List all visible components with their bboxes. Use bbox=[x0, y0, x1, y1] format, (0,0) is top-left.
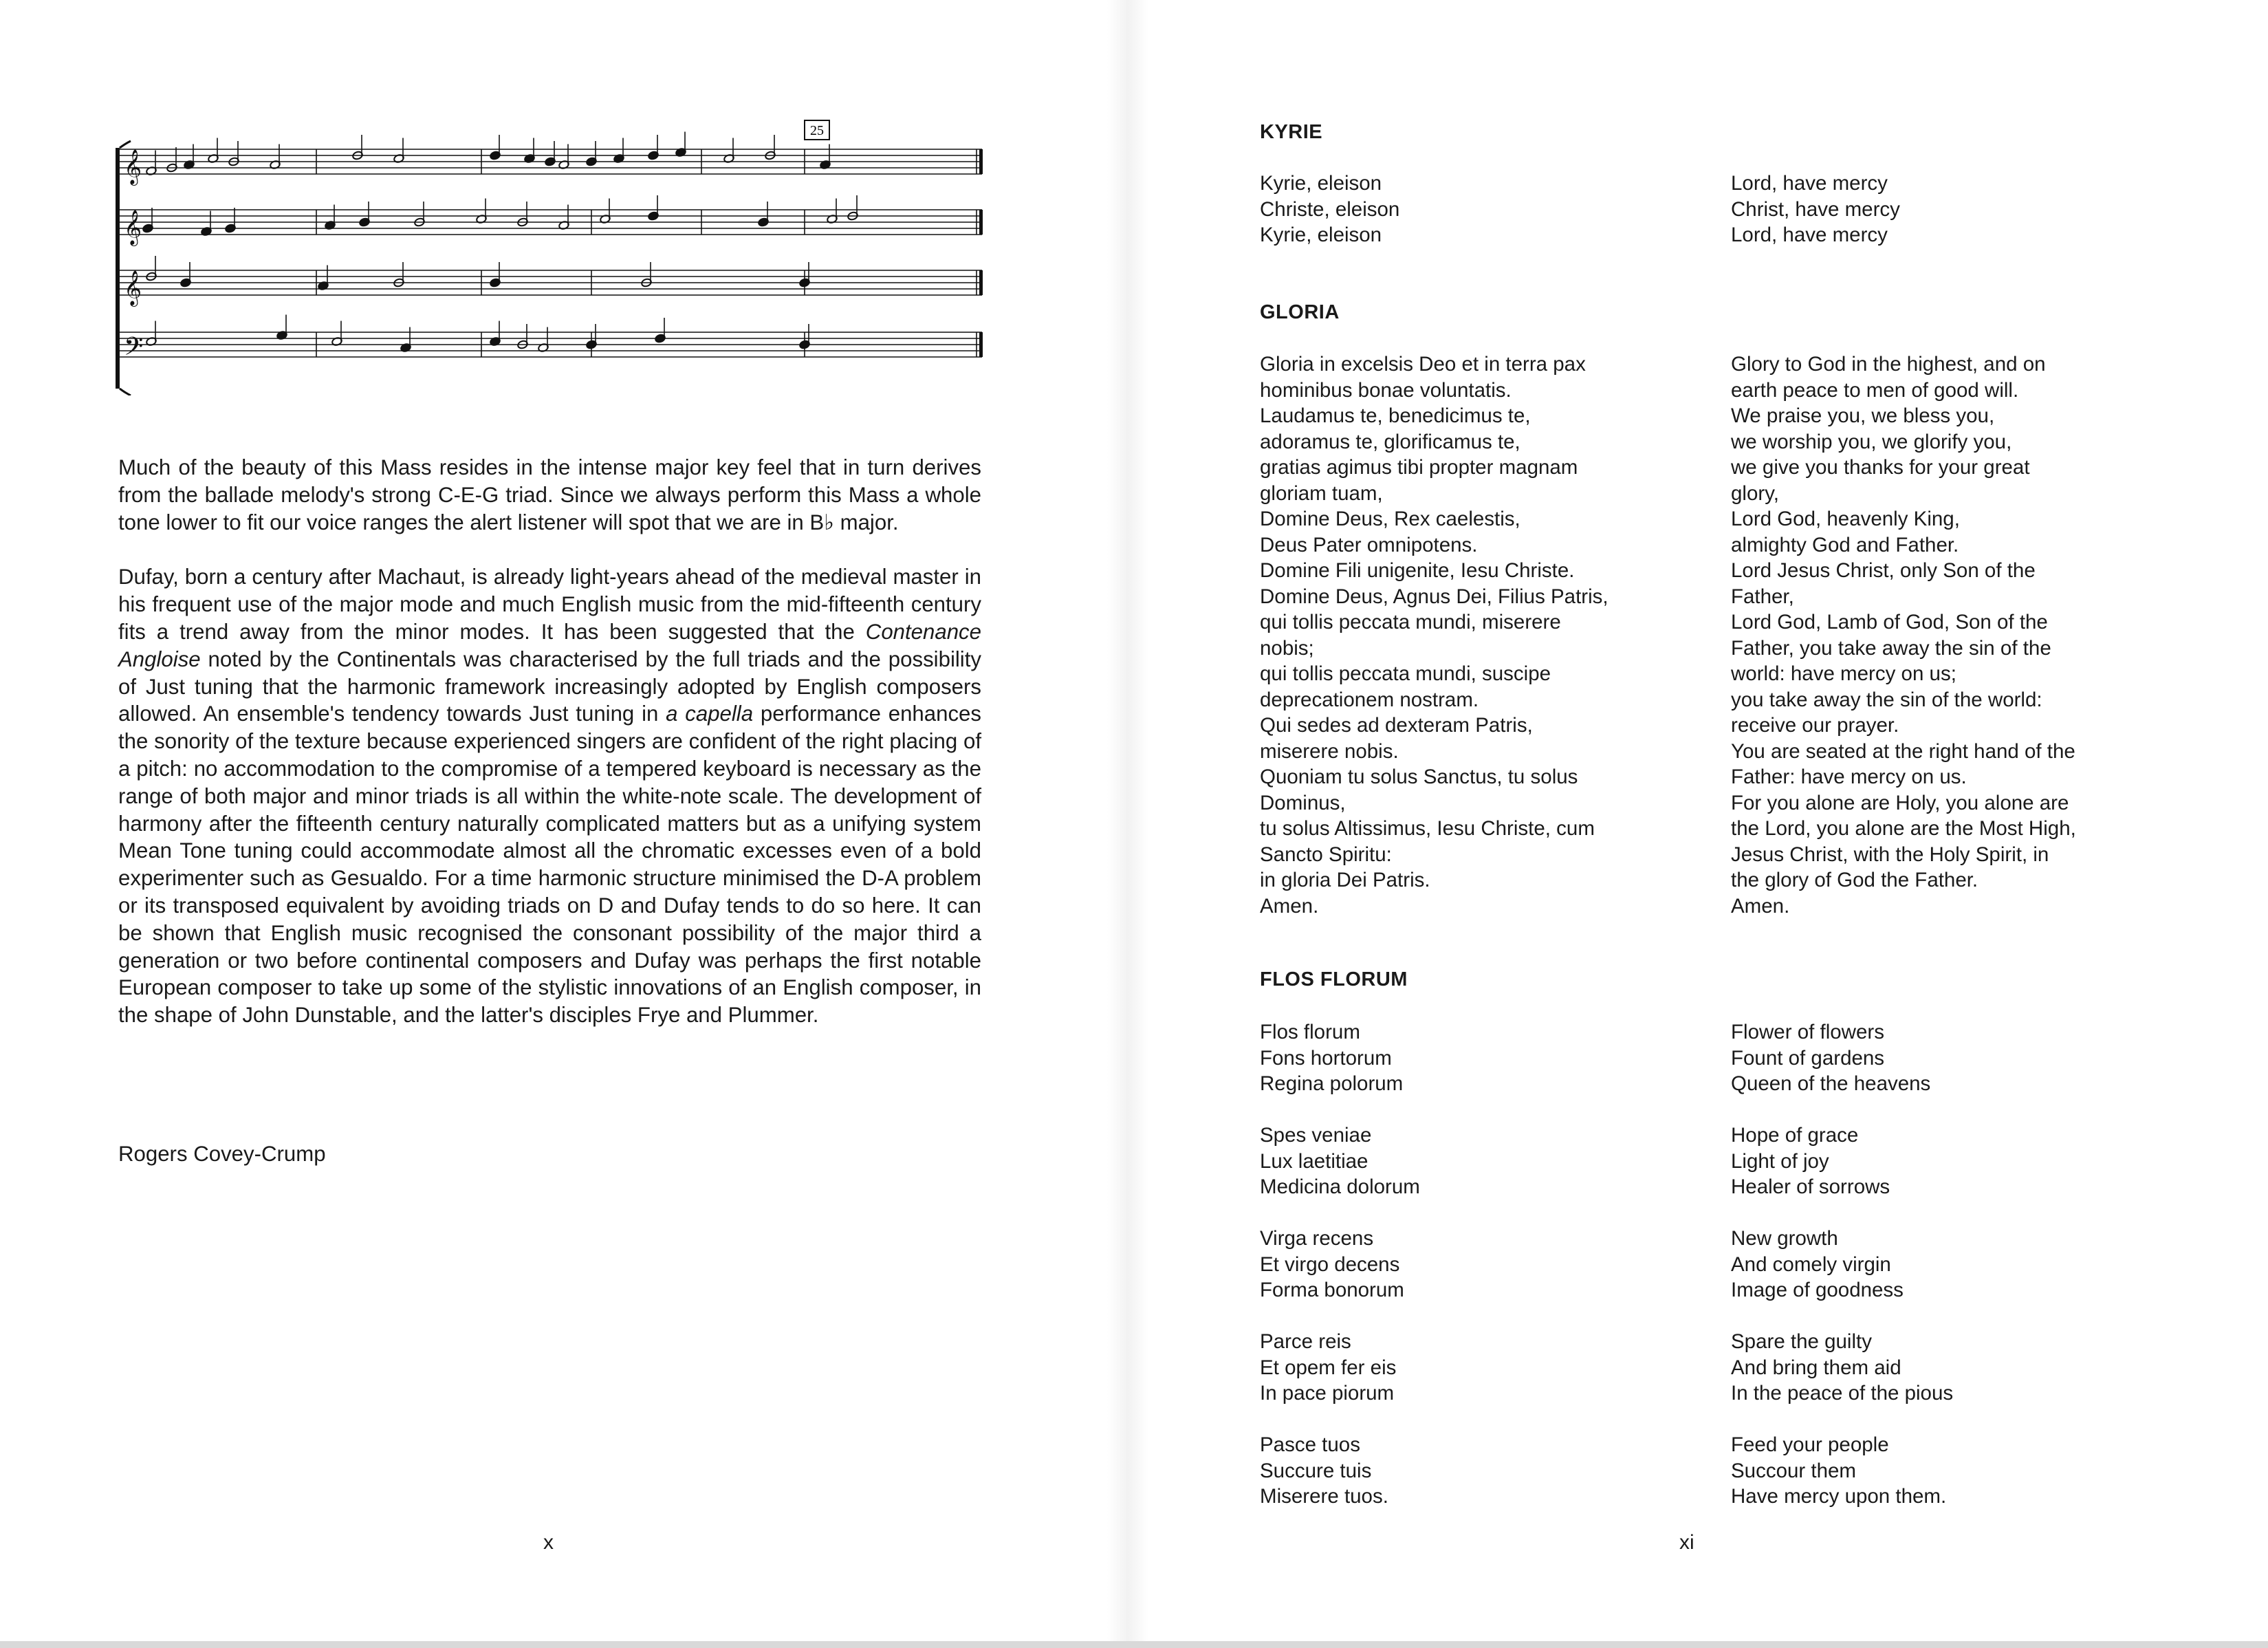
gloria-title: GLORIA bbox=[1260, 301, 1340, 323]
essay bbox=[118, 454, 981, 1056]
gloria-latin-line: Domine Deus, Agnus Dei, Filius Patris, bbox=[1260, 585, 1609, 608]
gloria-english-line: Jesus Christ, with the Holy Spirit, in bbox=[1731, 843, 2049, 866]
gloria-english-line: Father: have mercy on us. bbox=[1731, 766, 1967, 788]
essay-paragraph-2-text-b: noted by the Continentals was characterised by the full triads and the possibility of Just tuning that the harmonic framework increasingly adopted by English composers allowed. An ensemble's tendency towards Just tuning in bbox=[118, 647, 981, 726]
flos-english-line: And comely virgin bbox=[1731, 1253, 1891, 1276]
kyrie-english-line: Lord, have mercy bbox=[1731, 172, 1888, 195]
left-page bbox=[0, 0, 1128, 1648]
flos-english-line: New growth bbox=[1731, 1227, 1838, 1250]
gloria-latin-line: miserere nobis. bbox=[1260, 739, 1399, 763]
gloria-english-line: almighty God and Father. bbox=[1731, 533, 1959, 556]
flos-english-line: Queen of the heavens bbox=[1731, 1072, 1931, 1095]
music-score-excerpt bbox=[110, 113, 990, 395]
gloria-latin-line: in gloria Dei Patris. bbox=[1260, 869, 1430, 891]
a-capella-italic: a capella bbox=[666, 702, 754, 726]
gloria-english-line: the glory of God the Father. bbox=[1731, 869, 1978, 891]
flos-english-stanza bbox=[1731, 1329, 2212, 1407]
flos-english-line: Have mercy upon them. bbox=[1731, 1485, 1947, 1508]
gloria-english-line: Amen. bbox=[1731, 894, 1790, 918]
kyrie-english-line: Lord, have mercy bbox=[1731, 224, 1888, 246]
flos-english-line: Spare the guilty bbox=[1731, 1330, 1872, 1353]
svg-text:𝄢: 𝄢 bbox=[124, 332, 144, 367]
gloria-latin-line: qui tollis peccata mundi, suscipe bbox=[1260, 662, 1551, 685]
gloria-latin-line: Sancto Spiritu: bbox=[1260, 843, 1392, 866]
flos-english bbox=[1731, 1019, 2212, 1535]
flos-latin-line: Spes veniae bbox=[1260, 1124, 1372, 1147]
flos-latin-line: Regina polorum bbox=[1260, 1072, 1404, 1095]
flos-latin-line: Lux laetitiae bbox=[1260, 1149, 1369, 1173]
flos-latin bbox=[1260, 1019, 1672, 1535]
gloria-english-line: glory, bbox=[1731, 481, 1779, 505]
flos-english-line: Fount of gardens bbox=[1731, 1046, 1885, 1070]
essay-paragraph-2-text-c: performance enhances the sonority of the texture because experienced singers are confident of the right placing of a pitch: no accommodation to the compromise of a tempered keyboard is necessary as the range of both major and minor triads is all within the white-note scale. The development of harmony after the fifteenth century naturally complicated matters but as a unifying system Mean Tone tuning could accommodate almost all the chromatic excesses even of a bold experimenter such as Gesualdo. For a time harmonic structure minimised the D-A problem or its transposed equivalent by avoiding triads on D and Dufay tends to do so here. It can be shown that English music recognised the consonant possibility of the major third a generation or two before continental composers and Dufay was perhaps the first notable European composer to take up some of the stylistic innovations of an English composer, in the shape of John Dunstable, and the latter's disciples Frye and Plummer. bbox=[118, 702, 981, 1028]
contenance-angloise-italic: Contenance Angloise bbox=[118, 619, 981, 671]
gloria-english-line: Lord God, heavenly King, bbox=[1731, 508, 1960, 530]
svg-text:𝄞: 𝄞 bbox=[124, 149, 142, 184]
right-page bbox=[1142, 0, 2268, 1648]
flos-english-line: Flower of flowers bbox=[1731, 1021, 1884, 1043]
kyrie-english bbox=[1731, 171, 2212, 248]
measure-number: 25 bbox=[810, 123, 824, 138]
gloria-latin-line: deprecationem nostram. bbox=[1260, 688, 1479, 711]
flos-latin-stanza bbox=[1260, 1123, 1672, 1200]
flos-english-line: Image of goodness bbox=[1731, 1279, 1904, 1301]
essay-paragraph-2 bbox=[118, 563, 981, 1029]
flos-english-line: And bring them aid bbox=[1731, 1356, 1901, 1379]
flos-english-stanza bbox=[1731, 1019, 2212, 1097]
flos-english-line: Hope of grace bbox=[1731, 1124, 1859, 1147]
flos-latin-line: Succure tuis bbox=[1260, 1459, 1372, 1482]
gloria-english-line: earth peace to men of good will. bbox=[1731, 378, 2019, 402]
svg-text:𝄞: 𝄞 bbox=[124, 270, 142, 305]
gloria-english-line: receive our prayer. bbox=[1731, 714, 1899, 737]
gloria-latin-line: Domine Deus, Rex caelestis, bbox=[1260, 508, 1520, 530]
flos-latin-line: Miserere tuos. bbox=[1260, 1485, 1388, 1508]
page-number-right: xi bbox=[1679, 1531, 1694, 1554]
gloria-latin-line: Qui sedes ad dexteram Patris, bbox=[1260, 714, 1533, 737]
gloria-english-line: the Lord, you alone are the Most High, bbox=[1731, 817, 2076, 840]
flos-english-line: Feed your people bbox=[1731, 1433, 1889, 1456]
flos-english-line: Light of joy bbox=[1731, 1149, 1829, 1173]
flos-latin-line: Et virgo decens bbox=[1260, 1253, 1400, 1276]
essay-paragraph-2-text-a: Dufay, born a century after Machaut, is already light-years ahead of the medieval master in his frequent use of the major mode and much English music from the mid-fifteenth century fits a trend away from the minor modes. It has been suggested that the bbox=[118, 565, 981, 644]
gloria-english-line: world: have mercy on us; bbox=[1731, 662, 1956, 685]
flos-latin-line: Flos florum bbox=[1260, 1021, 1360, 1043]
flos-english-line: In the peace of the pious bbox=[1731, 1382, 1954, 1405]
flos-florum-title: FLOS FLORUM bbox=[1260, 968, 1408, 990]
flos-latin-line: Et opem fer eis bbox=[1260, 1356, 1397, 1379]
gloria-latin-line: Gloria in excelsis Deo et in terra pax bbox=[1260, 353, 1586, 376]
gloria-english bbox=[1731, 351, 2212, 919]
gloria-latin-line: Domine Fili unigenite, Iesu Christe. bbox=[1260, 559, 1575, 582]
kyrie-latin-line: Kyrie, eleison bbox=[1260, 172, 1382, 195]
gloria-latin-line: adoramus te, glorificamus te, bbox=[1260, 430, 1520, 453]
kyrie-latin-line: Kyrie, eleison bbox=[1260, 224, 1382, 246]
gloria-english-line: you take away the sin of the world: bbox=[1731, 688, 2042, 711]
gloria-latin-line: Quoniam tu solus Sanctus, tu solus bbox=[1260, 766, 1578, 788]
gloria-latin-line: Dominus, bbox=[1260, 791, 1346, 814]
gloria-latin-line: Laudamus te, benedicimus te, bbox=[1260, 404, 1531, 427]
author-name: Rogers Covey-Crump bbox=[118, 1142, 326, 1166]
measure-number-box bbox=[805, 120, 829, 140]
flos-latin-stanza bbox=[1260, 1432, 1672, 1510]
gloria-latin-line: Amen. bbox=[1260, 894, 1319, 918]
kyrie-title: KYRIE bbox=[1260, 121, 1323, 143]
gloria-english-line: We praise you, we bless you, bbox=[1731, 404, 1995, 427]
gloria-english-line: Glory to God in the highest, and on bbox=[1731, 353, 2046, 376]
gloria-latin bbox=[1260, 351, 1672, 919]
gloria-english-line: Lord Jesus Christ, only Son of the bbox=[1731, 559, 2036, 582]
gloria-english-line: Father, bbox=[1731, 585, 1794, 608]
gloria-latin-line: nobis; bbox=[1260, 636, 1314, 660]
gloria-latin-line: gratias agimus tibi propter magnam bbox=[1260, 456, 1578, 479]
flos-english-line: Succour them bbox=[1731, 1459, 1856, 1482]
gloria-english-line: we give you thanks for your great bbox=[1731, 456, 2030, 479]
flos-english-stanza bbox=[1731, 1432, 2212, 1510]
flos-latin-line: Virga recens bbox=[1260, 1227, 1374, 1250]
gloria-latin-line: Deus Pater omnipotens. bbox=[1260, 533, 1478, 556]
flos-latin-stanza bbox=[1260, 1019, 1672, 1097]
flos-latin-line: Parce reis bbox=[1260, 1330, 1351, 1353]
flos-english-line: Healer of sorrows bbox=[1731, 1175, 1890, 1198]
gloria-latin-line: qui tollis peccata mundi, miserere bbox=[1260, 611, 1561, 633]
svg-text:𝄞: 𝄞 bbox=[124, 210, 142, 245]
page-number-left: x bbox=[543, 1531, 554, 1554]
gloria-english-line: Lord God, Lamb of God, Son of the bbox=[1731, 611, 2048, 633]
flos-english-stanza bbox=[1731, 1123, 2212, 1200]
flos-latin-line: Fons hortorum bbox=[1260, 1046, 1392, 1070]
gloria-latin-line: tu solus Altissimus, Iesu Christe, cum bbox=[1260, 817, 1595, 840]
gloria-english-line: we worship you, we glorify you, bbox=[1731, 430, 2012, 453]
gloria-english-line: For you alone are Holy, you alone are bbox=[1731, 791, 2069, 814]
flos-latin-line: Forma bonorum bbox=[1260, 1279, 1404, 1301]
flos-latin-stanza bbox=[1260, 1329, 1672, 1407]
gloria-english-line: You are seated at the right hand of the bbox=[1731, 739, 2075, 763]
flos-latin-line: Pasce tuos bbox=[1260, 1433, 1360, 1456]
flos-latin-stanza bbox=[1260, 1226, 1672, 1303]
staves bbox=[120, 132, 983, 368]
flos-english-stanza bbox=[1731, 1226, 2212, 1303]
gloria-latin-line: gloriam tuam, bbox=[1260, 481, 1383, 505]
kyrie-latin-line: Christe, eleison bbox=[1260, 197, 1400, 221]
gloria-english-line: Father, you take away the sin of the bbox=[1731, 636, 2051, 660]
gloria-latin-line: hominibus bonae voluntatis. bbox=[1260, 378, 1512, 402]
kyrie-english-line: Christ, have mercy bbox=[1731, 197, 1900, 221]
flos-latin-line: In pace piorum bbox=[1260, 1382, 1395, 1405]
essay-paragraph-1: Much of the beauty of this Mass resides in the intense major key feel that in turn derives from the ballade melody's strong C-E-G triad. Since we always perform this Mass a whole tone lower to fit our voice ranges the alert listener will spot that we are in B♭ major. bbox=[118, 455, 981, 534]
flos-latin-line: Medicina dolorum bbox=[1260, 1175, 1420, 1198]
kyrie-latin bbox=[1260, 171, 1672, 248]
